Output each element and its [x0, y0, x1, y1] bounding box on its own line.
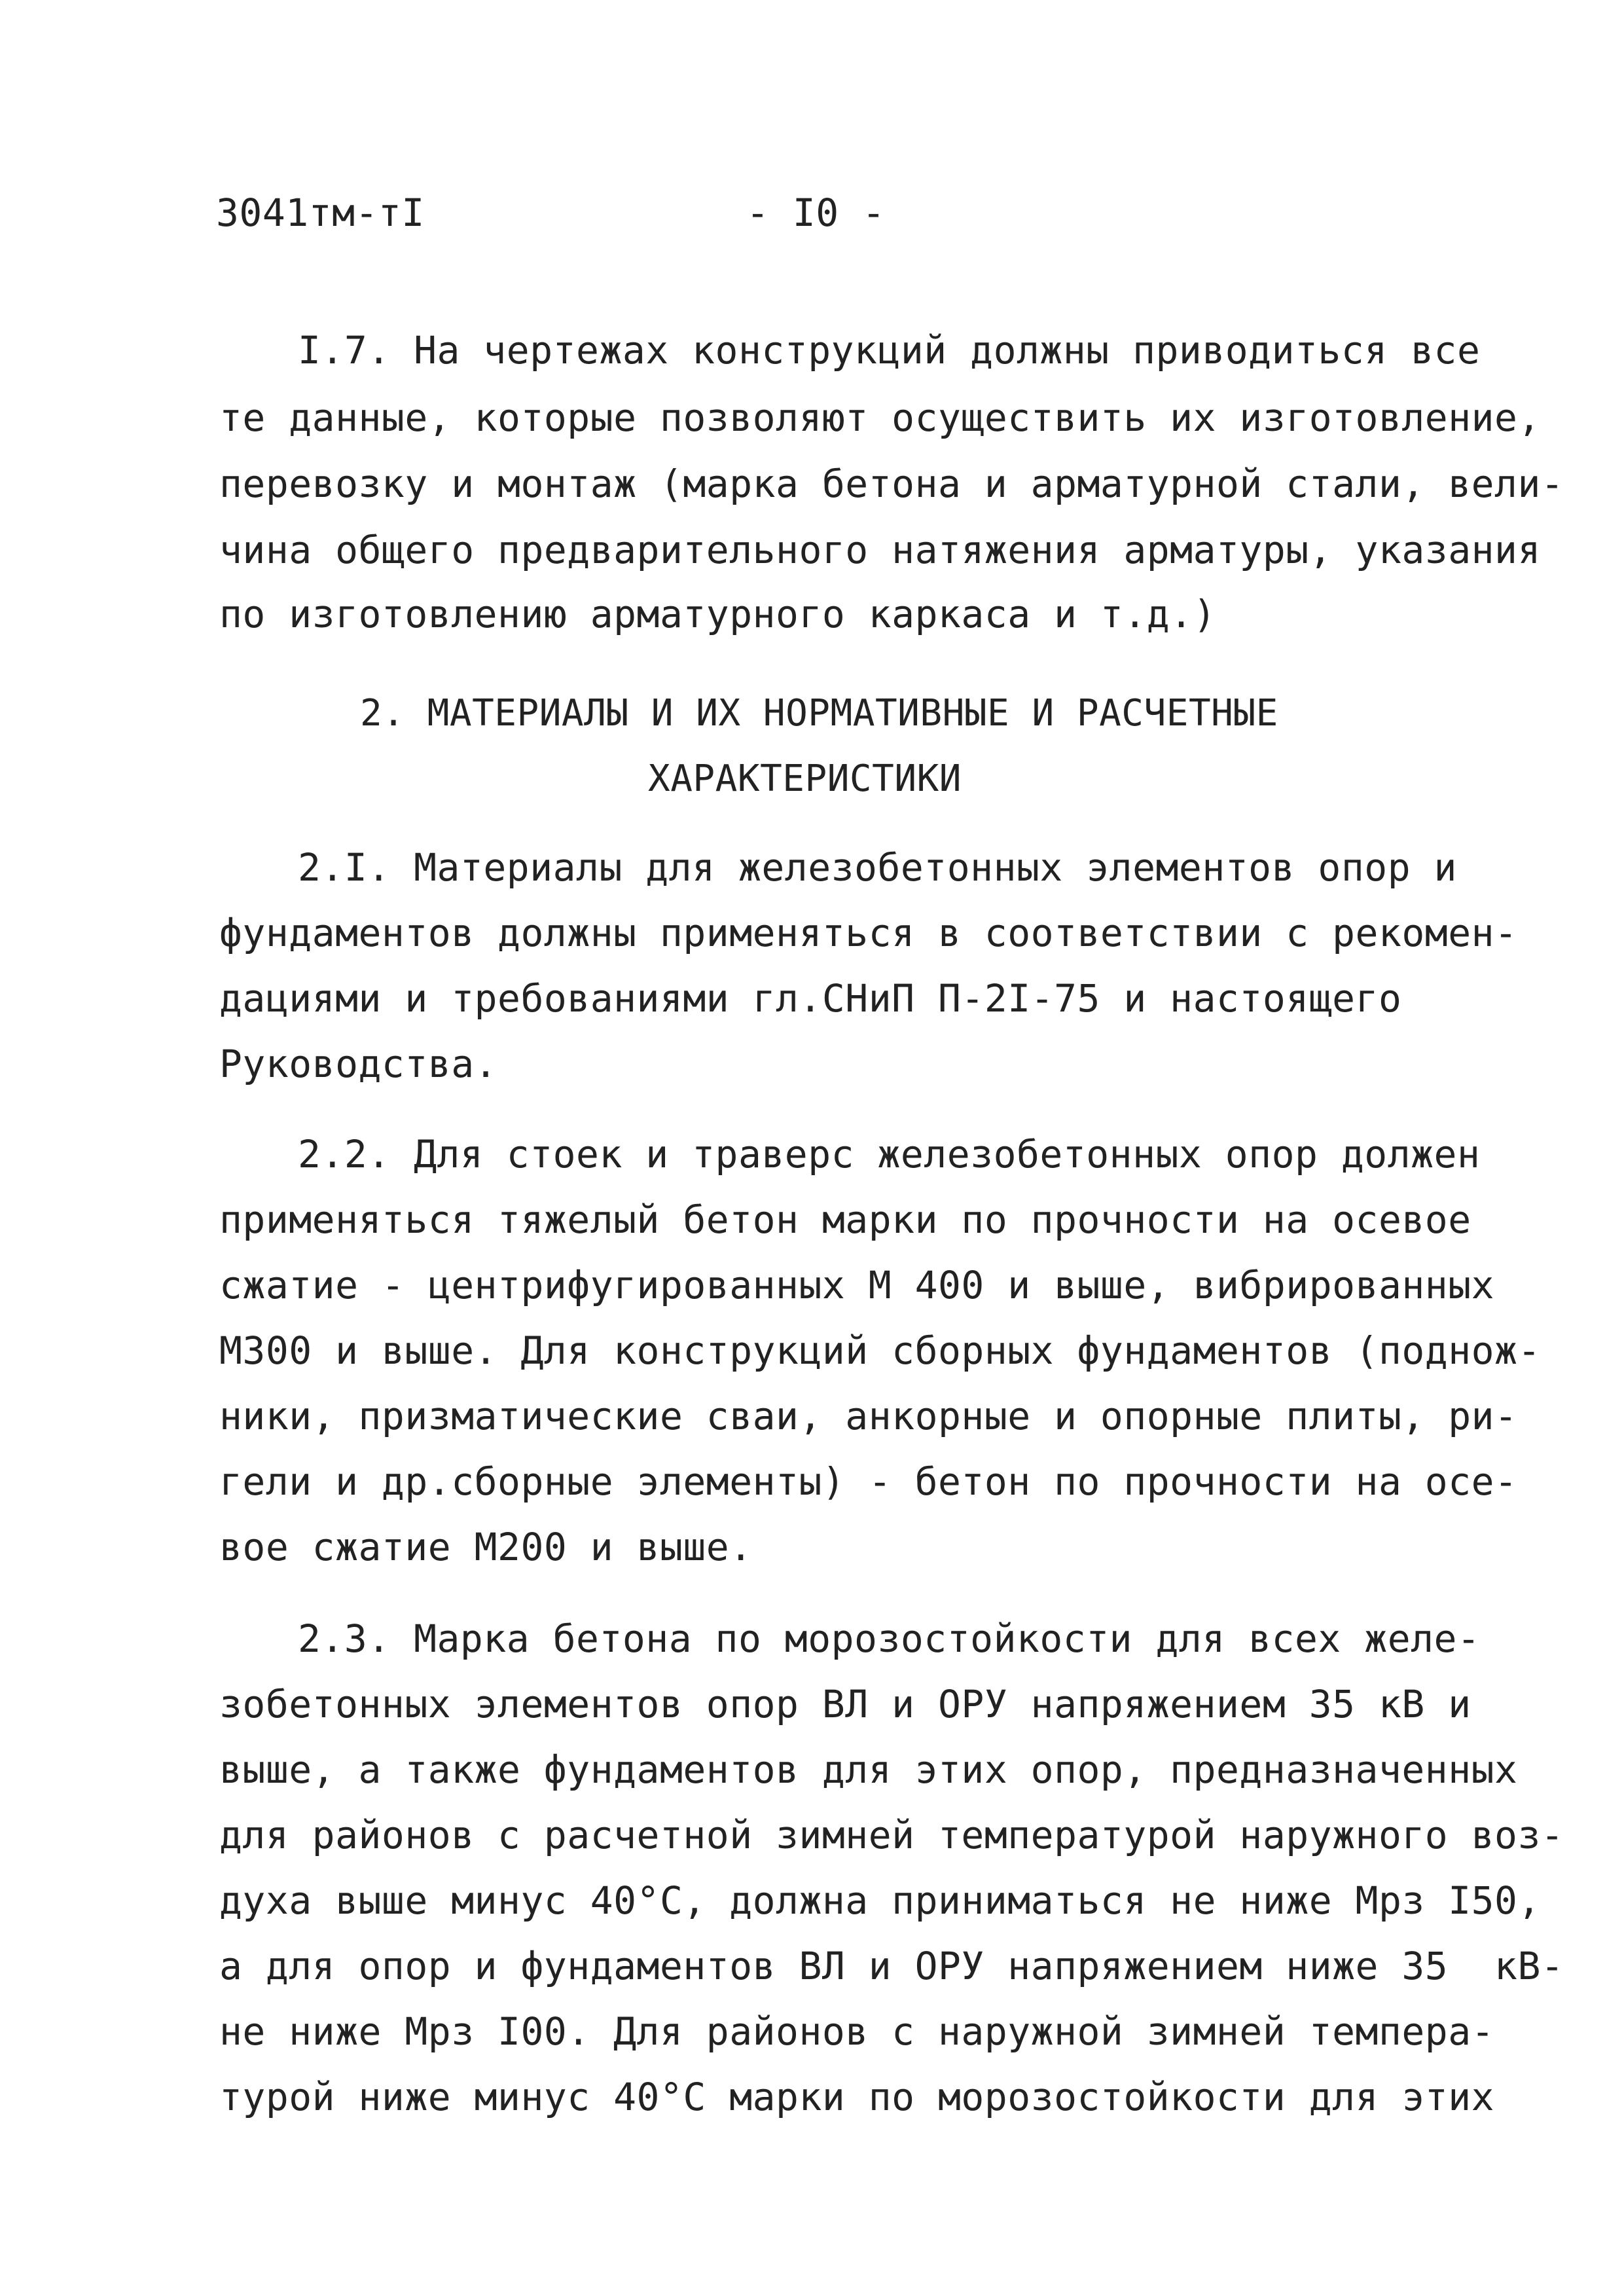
paragraph-2-2-line: гели и др.сборные элементы) - бетон по прочности на осе-: [219, 1459, 1518, 1504]
paragraph-2-1-line: дациями и требованиями гл.СНиП П-2I-75 и настоящего: [219, 976, 1402, 1021]
paragraph-2-3-line: зобетонных элементов опор ВЛ и ОРУ напряжением 35 кВ и: [219, 1682, 1471, 1726]
paragraph-2-1-line: Руководства.: [219, 1042, 498, 1086]
page-number: - I0 -: [746, 191, 886, 235]
paragraph-2-1-line: 2.I. Материалы для железобетонных элементов опор и: [298, 845, 1457, 890]
paragraph-2-2-line: ники, призматические сваи, анкорные и опорные плиты, ри-: [219, 1394, 1518, 1438]
paragraph-2-2-line: применяться тяжелый бетон марки по прочности на осевое: [219, 1197, 1471, 1242]
paragraph-2-3-line: не ниже Мрз I00. Для районов с наружной зимней темпера-: [219, 2009, 1495, 2054]
paragraph-2-2-line: сжатие - центрифугированных М 400 и выше, вибрированных: [219, 1263, 1495, 1307]
paragraph-2-3-line: духа выше минус 40°С, должна приниматься не ниже Мрз I50,: [219, 1878, 1541, 1923]
paragraph-2-2-line: 2.2. Для стоек и траверс железобетонных опор должен: [298, 1132, 1481, 1176]
paragraph-1-7-line: чина общего предварительного натяжения арматуры, указания: [219, 528, 1541, 572]
paragraph-2-3-line: выше, а также фундаментов для этих опор, предназначенных: [219, 1747, 1518, 1792]
paragraph-2-3-line: для районов с расчетной зимней температурой наружного воз-: [219, 1813, 1564, 1857]
paragraph-1-7-line: I.7. На чертежах конструкций должны приводиться все: [298, 328, 1481, 373]
section-heading-line: 2. МАТЕРИАЛЫ И ИХ НОРМАТИВНЫЕ И РАСЧЕТНЫЕ: [360, 692, 1278, 735]
paragraph-1-7-line: перевозку и монтаж (марка бетона и арматурной стали, вели-: [219, 462, 1564, 506]
paragraph-2-2-line: М300 и выше. Для конструкций сборных фундаментов (поднож-: [219, 1328, 1541, 1373]
paragraph-2-2-line: вое сжатие М200 и выше.: [219, 1525, 753, 1569]
paragraph-1-7-line: по изготовлению арматурного каркаса и т.д.): [219, 592, 1217, 636]
paragraph-2-3-line: турой ниже минус 40°С марки по морозостойкости для этих: [219, 2075, 1495, 2119]
paragraph-2-3-line: а для опор и фундаментов ВЛ и ОРУ напряжением ниже 35 кВ-: [219, 1944, 1564, 1988]
paragraph-2-1-line: фундаментов должны применяться в соответствии с рекомен-: [219, 911, 1518, 955]
paragraph-1-7-line: те данные, которые позволяют осуществить их изготовление,: [219, 395, 1541, 440]
section-heading-line: ХАРАКТЕРИСТИКИ: [648, 757, 962, 800]
paragraph-2-3-line: 2.3. Марка бетона по морозостойкости для всех желе-: [298, 1616, 1481, 1661]
document-code: 3041тм-тI: [216, 191, 425, 235]
